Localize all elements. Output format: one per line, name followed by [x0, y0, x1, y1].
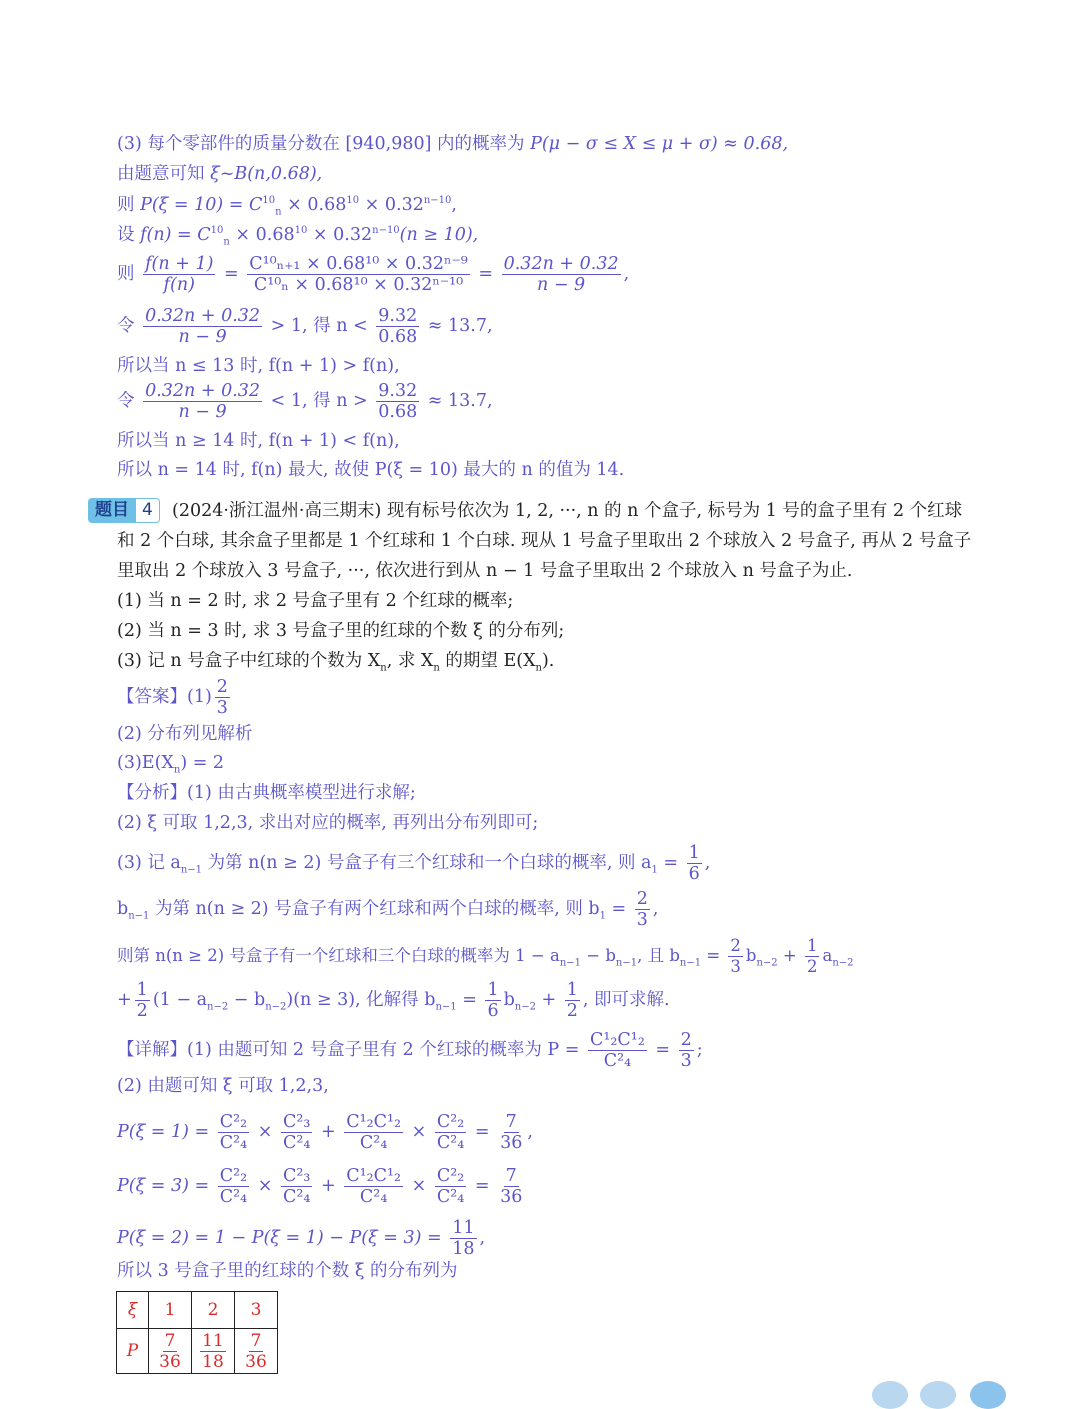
detail-line: [117, 1074, 329, 1098]
text: (1 − a: [152, 990, 207, 1010]
math-text: P(ξ = 3) =: [117, 1176, 215, 1196]
numerator: 7: [164, 1330, 176, 1351]
fraction: [485, 980, 500, 1021]
fraction: [565, 980, 580, 1021]
fraction: [281, 1112, 312, 1153]
numerator: C²₃: [283, 1166, 311, 1186]
fraction: [376, 381, 419, 422]
fraction: [218, 1166, 249, 1207]
denominator: n − 9: [178, 402, 227, 422]
operator: ×: [406, 1176, 432, 1196]
fraction: [344, 1166, 403, 1207]
numerator: 9.32: [378, 306, 418, 326]
numerator: 0.32n + 0.32: [145, 306, 261, 326]
text: =: [456, 990, 483, 1010]
text: b: [503, 990, 515, 1010]
solution-line: [117, 132, 788, 156]
denominator: C²₄: [219, 1187, 248, 1207]
numerator: 11: [202, 1330, 224, 1351]
table-cell: ξ: [117, 1292, 149, 1329]
numerator: 9.32: [378, 381, 418, 401]
text: ,: [479, 1228, 486, 1248]
denominator: 3: [636, 910, 648, 930]
sub: n−1: [180, 864, 203, 876]
denominator: 36: [245, 1351, 267, 1372]
operator: =: [469, 1176, 496, 1196]
solution-line: [117, 354, 400, 378]
numerator: f(n + 1): [145, 254, 214, 274]
problem-stem: [117, 559, 853, 583]
denominator: 18: [202, 1351, 224, 1372]
sub: n−1: [559, 957, 582, 969]
text: (2) ξ 可取 1,2,3, 求出对应的概率, 再列出分布列即可;: [117, 813, 539, 833]
text: b: [745, 946, 757, 965]
denominator: C²₄: [359, 1187, 388, 1207]
text: +: [535, 990, 562, 1010]
text: =: [701, 946, 726, 965]
numerator: 1: [688, 843, 700, 863]
table-row: [117, 1292, 278, 1329]
denominator: f(n): [163, 275, 195, 295]
text: 则: [117, 264, 141, 284]
text: (3)E(X: [117, 753, 174, 773]
numerator: C²₂: [436, 1112, 465, 1132]
denominator: C²₄: [359, 1133, 388, 1153]
text: 和 2 个白球, 其余盒子里都是 1 个红球和 1 个白球. 现从 1 号盒子里取出 2 个球放入 2 号盒子, 再从 2 号盒子: [117, 531, 972, 551]
text: ,: [704, 853, 711, 873]
numerator: C²₂: [219, 1112, 248, 1132]
denominator: C²₄: [436, 1187, 465, 1207]
math-text: > 1, 得 n <: [265, 316, 374, 336]
numerator: C¹₂C¹₂: [346, 1112, 402, 1132]
fraction: [679, 1030, 694, 1071]
numerator: C¹₂C¹₂: [346, 1166, 402, 1186]
sub: n−2: [207, 1001, 229, 1013]
sub: n−1: [615, 957, 638, 969]
problem-stem: [172, 499, 962, 523]
sup: 10: [346, 195, 360, 207]
fraction: [728, 936, 743, 977]
table-row: [117, 1329, 278, 1374]
sub: n−2: [832, 957, 854, 969]
math-text: ,: [623, 264, 630, 284]
sub: 1: [651, 864, 658, 876]
text: − b: [228, 990, 266, 1010]
denominator: 36: [500, 1187, 523, 1207]
numerator: 0.32n + 0.32: [145, 381, 261, 401]
fraction: [805, 936, 820, 977]
math-text: × 0.68: [281, 195, 347, 215]
fraction: [218, 1112, 249, 1153]
fraction: [687, 843, 702, 884]
text: ,: [652, 899, 659, 919]
denominator: C¹⁰ₙ × 0.68¹⁰ × 0.32ⁿ⁻¹⁰: [253, 275, 464, 295]
text: =: [649, 1040, 676, 1060]
math-text: P(ξ = 2) = 1 − P(ξ = 1) − P(ξ = 3) =: [117, 1228, 448, 1248]
fraction: [215, 677, 230, 718]
math-text: P(ξ = 1) =: [117, 1122, 215, 1142]
sup: 10: [210, 225, 224, 237]
numerator: 0.32n + 0.32: [503, 254, 619, 274]
text: 的期望 E(X: [439, 651, 536, 671]
sub: n: [535, 662, 542, 674]
denominator: 0.68: [378, 402, 418, 422]
sub: n: [223, 236, 230, 248]
fraction: [450, 1218, 476, 1259]
sub-question: [117, 619, 564, 643]
text: =: [605, 899, 632, 919]
detail-label: 【详解】: [117, 1040, 187, 1060]
table-cell: [149, 1329, 192, 1374]
sup: n−10: [372, 225, 400, 237]
text: 为第 n(n ≥ 2) 号盒子有三个红球和一个白球的概率, 则 a: [202, 853, 652, 873]
analysis-line: [117, 811, 538, 835]
fraction: [157, 1331, 183, 1372]
solution-line: [117, 381, 493, 422]
sub: n−2: [265, 1001, 287, 1013]
math-text: × 0.68: [229, 225, 295, 245]
answer-label: 【答案】: [117, 687, 187, 707]
text: 所以 n = 14 时, f(n) 最大, 故使 P(ξ = 10) 最大的 n 的值为 14.: [117, 460, 625, 480]
solution-line: [117, 429, 400, 453]
sub: n−1: [128, 910, 150, 922]
numerator: 1: [136, 980, 148, 1000]
decorative-bubble: [872, 1381, 908, 1409]
text: (3) 每个零部件的质量分数在 [940,980] 内的概率为: [117, 134, 531, 154]
table-cell: 3: [235, 1292, 278, 1329]
fraction: [143, 306, 262, 347]
fraction: [344, 1112, 403, 1153]
problem-stem: [117, 529, 971, 553]
fraction: [135, 980, 150, 1021]
math-text: ,: [451, 195, 457, 215]
operator: +: [315, 1122, 342, 1142]
text: 所以当 n ≤ 13 时, f(n + 1) > f(n),: [117, 356, 400, 376]
sub: n−2: [756, 957, 778, 969]
analysis-line: [117, 843, 710, 884]
text: (2024·浙江温州·高三期末) 现有标号依次为 1, 2, ···, n 的 n 个盒子, 标号为 1 号的盒子里有 2 个红球: [172, 501, 963, 521]
text: 则第 n(n ≥ 2) 号盒子有一个红球和三个白球的概率为 1 − a: [117, 946, 560, 965]
fraction: [502, 254, 621, 295]
sup: 10: [294, 225, 308, 237]
text: (2) 当 n = 3 时, 求 3 号盒子里的红球的个数 ξ 的分布列;: [117, 621, 565, 641]
operator: +: [315, 1176, 342, 1196]
numerator: 2: [216, 677, 228, 697]
numerator: 7: [505, 1112, 517, 1132]
operator: ×: [406, 1122, 432, 1142]
badge-label: 题目: [88, 498, 136, 523]
text: (2) 分布列见解析: [117, 724, 253, 744]
solution-line: [117, 306, 493, 347]
math-text: f(n) = C: [140, 225, 211, 245]
text: , 求 X: [386, 651, 434, 671]
operator: =: [469, 1122, 496, 1142]
numerator: C¹₂C¹₂: [590, 1030, 645, 1050]
denominator: C²₄: [283, 1133, 311, 1153]
numerator: 2: [636, 889, 648, 909]
numerator: 11: [452, 1218, 475, 1238]
denominator: C²₄: [436, 1133, 465, 1153]
math-text: × 0.32: [307, 225, 373, 245]
fraction: [376, 306, 419, 347]
text: +: [777, 946, 802, 965]
text: 令: [117, 391, 141, 411]
sub: n−1: [435, 1001, 457, 1013]
numerator: C²₂: [219, 1166, 248, 1186]
denominator: 3: [730, 957, 741, 976]
analysis-line: [117, 980, 670, 1021]
math-text: × 0.32: [359, 195, 424, 215]
text: a: [822, 946, 833, 965]
sub: n: [275, 206, 282, 218]
solution-line: [117, 162, 322, 186]
denominator: 2: [566, 1001, 578, 1021]
detail-line: [117, 1112, 533, 1153]
denominator: 36: [159, 1351, 181, 1372]
numerator: C²₃: [283, 1112, 311, 1132]
fraction: [435, 1166, 466, 1207]
text: 为第 n(n ≥ 2) 号盒子有两个红球和两个白球的概率, 则 b: [149, 899, 600, 919]
table-cell: 1: [149, 1292, 192, 1329]
text: b: [117, 899, 129, 919]
fraction: [498, 1112, 524, 1153]
numerator: 1: [806, 936, 818, 955]
table-cell: [192, 1329, 235, 1374]
math-text: P(μ − σ ≤ X ≤ μ + σ) ≈ 0.68,: [530, 134, 789, 154]
text: 所以 3 号盒子里的红球的个数 ξ 的分布列为: [117, 1261, 458, 1281]
fraction: [200, 1331, 226, 1372]
operator: ×: [252, 1122, 278, 1142]
badge-number: 4: [136, 498, 160, 523]
denominator: n − 9: [537, 275, 586, 295]
sub: n−1: [679, 957, 702, 969]
numerator: 2: [680, 1030, 692, 1050]
analysis-line: [117, 781, 416, 805]
math-text: ≈ 13.7,: [422, 316, 493, 336]
answer-line: [117, 722, 252, 746]
fraction: [435, 1112, 466, 1153]
denominator: 3: [680, 1051, 692, 1071]
math-text: ξ~B(n,0.68),: [210, 164, 323, 184]
math-text: (n ≥ 10),: [399, 225, 479, 245]
text: =: [657, 853, 684, 873]
numerator: 1: [487, 980, 499, 1000]
sub: n: [433, 662, 440, 674]
denominator: 36: [500, 1133, 523, 1153]
fraction: [143, 254, 215, 295]
equals: =: [218, 264, 245, 284]
text: (1) 由题可知 2 号盒子里有 2 个红球的概率为 P =: [187, 1040, 585, 1060]
text: ) = 2: [180, 753, 225, 773]
denominator: 3: [216, 698, 228, 718]
analysis-line: [117, 889, 658, 930]
text: , 即可求解.: [582, 990, 670, 1010]
denominator: 0.68: [378, 327, 418, 347]
denominator: 6: [487, 1001, 499, 1021]
sup: n−10: [423, 195, 452, 207]
denominator: C²₄: [283, 1187, 311, 1207]
text: (3) 记 a: [117, 853, 181, 873]
problem-badge: [88, 498, 160, 523]
operator: ×: [252, 1176, 278, 1196]
numerator: 7: [505, 1166, 517, 1186]
text: 所以当 n ≥ 14 时, f(n + 1) < f(n),: [117, 431, 400, 451]
distribution-table: [116, 1291, 278, 1374]
answer-line: [117, 751, 224, 775]
text: 令: [117, 316, 141, 336]
fraction: [498, 1166, 524, 1207]
decorative-bubble: [920, 1381, 956, 1409]
text: (1) 当 n = 2 时, 求 2 号盒子里有 2 个红球的概率;: [117, 591, 514, 611]
text: (1): [187, 687, 212, 707]
numerator: 7: [250, 1330, 262, 1351]
math-text: P(ξ = 10) = C: [140, 195, 263, 215]
analysis-label: 【分析】: [117, 783, 187, 803]
text: , 且 b: [637, 946, 680, 965]
text: (1) 由古典概率模型进行求解;: [187, 783, 416, 803]
detail-line: [117, 1259, 458, 1283]
detail-line: [117, 1030, 703, 1071]
solution-line: [117, 193, 457, 217]
text: 里取出 2 个球放入 3 号盒子, ···, 依次进行到从 n − 1 号盒子里取出 2 个球放入 n 号盒子为止.: [117, 561, 853, 581]
numerator: 2: [730, 936, 741, 955]
numerator: C²₂: [436, 1166, 465, 1186]
fraction: [247, 254, 470, 295]
numerator: C¹⁰ₙ₊₁ × 0.68¹⁰ × 0.32ⁿ⁻⁹: [249, 254, 468, 274]
sub: n−2: [514, 1001, 536, 1013]
solution-line: [117, 223, 478, 247]
solution-line: [117, 254, 629, 295]
text: (2) 由题可知 ξ 可取 1,2,3,: [117, 1076, 329, 1096]
text: ;: [696, 1040, 703, 1060]
denominator: C²₄: [603, 1051, 632, 1071]
fraction: [588, 1030, 647, 1071]
equals: =: [472, 264, 499, 284]
math-text: < 1, 得 n >: [265, 391, 374, 411]
text: ).: [541, 651, 555, 671]
analysis-line: [117, 936, 854, 977]
answer-line: [117, 677, 233, 718]
denominator: 2: [136, 1001, 148, 1021]
fraction: [243, 1331, 269, 1372]
denominator: n − 9: [178, 327, 227, 347]
text: ,: [527, 1122, 533, 1142]
sub-question: [117, 649, 554, 673]
sup: 10: [262, 195, 276, 207]
fraction: [635, 889, 650, 930]
sub: n: [380, 662, 387, 674]
math-text: ≈ 13.7,: [422, 391, 493, 411]
denominator: 6: [688, 864, 700, 884]
text: +: [117, 990, 132, 1010]
fraction: [143, 381, 262, 422]
text: 设: [117, 225, 141, 245]
denominator: C²₄: [219, 1133, 248, 1153]
text: )(n ≥ 3), 化解得 b: [286, 990, 436, 1010]
table-cell: [235, 1329, 278, 1374]
sub: 1: [599, 910, 606, 922]
text: (3) 记 n 号盒子中红球的个数为 X: [117, 651, 381, 671]
sub: n: [173, 764, 181, 776]
decorative-bubble: [970, 1381, 1006, 1409]
text: − b: [581, 946, 616, 965]
denominator: 18: [452, 1239, 475, 1259]
text: 由题意可知: [117, 164, 211, 184]
sub-question: [117, 589, 513, 613]
table-cell: 2: [192, 1292, 235, 1329]
detail-line: [117, 1218, 485, 1259]
numerator: 1: [566, 980, 578, 1000]
detail-line: [117, 1166, 527, 1207]
table-cell: P: [117, 1329, 149, 1374]
fraction: [281, 1166, 312, 1207]
denominator: 2: [806, 957, 818, 976]
text: 则: [117, 195, 141, 215]
solution-line: [117, 458, 624, 482]
